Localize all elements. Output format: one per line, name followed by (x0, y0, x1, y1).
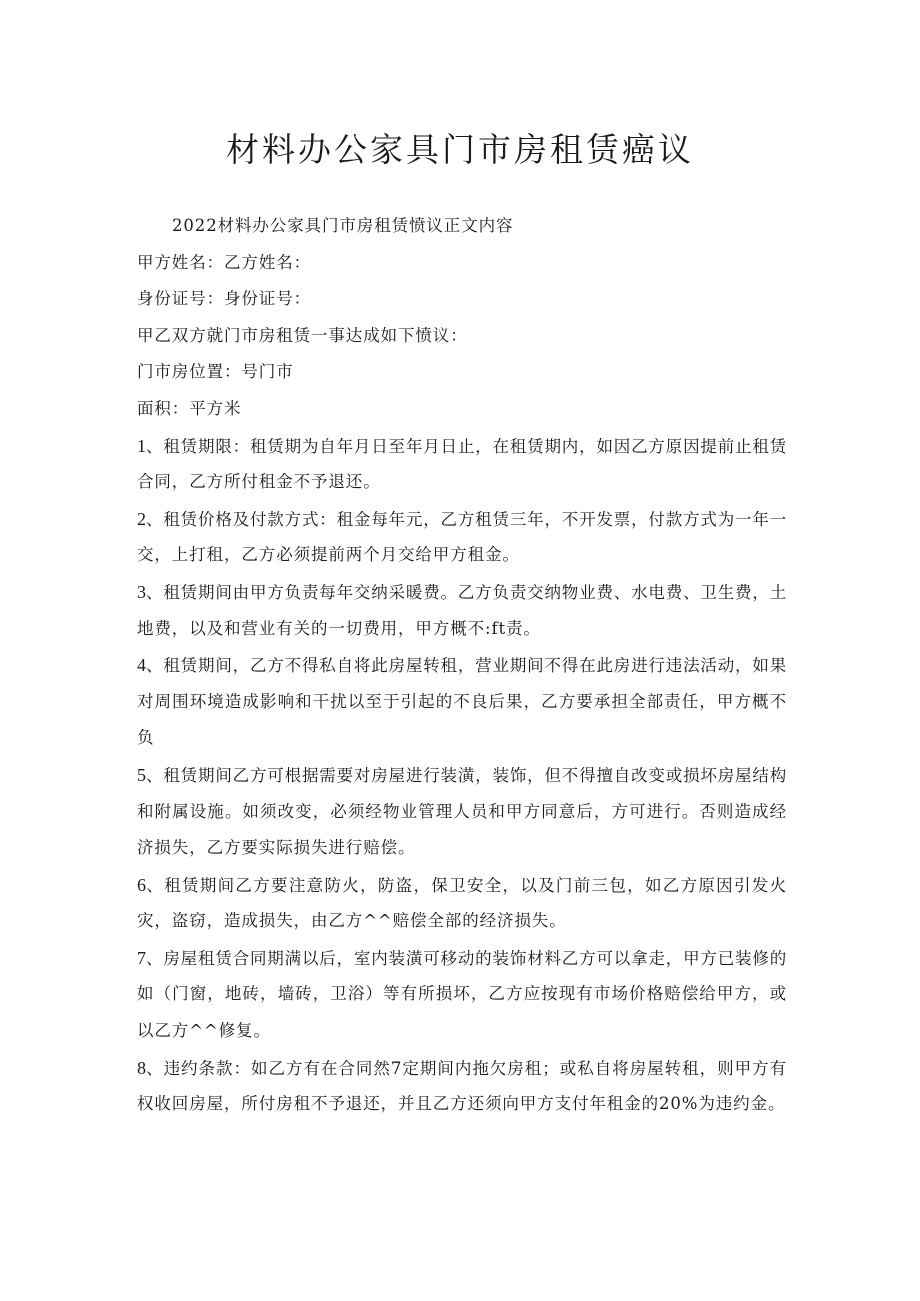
clause-6-line-1 (137, 867, 787, 904)
clause-text: 、违约条款：如乙方有在合同然7定期间内拖欠房租；或私自将房屋转租，则甲方有 (146, 1058, 787, 1078)
clause-4-line-3: 负 (137, 728, 155, 748)
clause-2-line-2: 交，上打租，乙方必须提前两个月交给甲方租金。 (137, 545, 520, 565)
document-body (137, 208, 787, 1123)
clause-4-line-1 (137, 647, 787, 684)
agreement-statement-line: 甲乙双方就门市房租赁一事达成如下愤议： (137, 325, 468, 345)
clause-8-line-2: 权收回房屋，所付房租不予退还，并且乙方还须向甲方支付年租金的20%为违约金。 (137, 1094, 786, 1114)
id-numbers-line: 身份证号：身份证号： (137, 289, 311, 309)
party-names-line: 甲方姓名：乙方姓名： (137, 252, 311, 272)
clause-number: 1 (137, 435, 146, 456)
clause-text: 、房屋租赁合同期满以后，室内装潢可移动的装饰材料乙方可以拿走，甲方已装修的 (146, 948, 787, 968)
clause-number: 8 (137, 1057, 146, 1078)
clause-1-line-2: 合同，乙方所付租金不予退还。 (137, 472, 381, 492)
clause-text: 、租赁期间乙方要注意防火，防盗，保卫安全，以及门前三包，如乙方原因引发火 (146, 875, 787, 895)
clause-text: 、租赁期限：租赁期为自年月日至年月日止，在租赁期内，如因乙方原因提前止租赁 (146, 436, 787, 456)
clause-text: 、租赁期间乙方可根据需要对房屋进行装潢，装饰，但不得擅自改变或损坏房屋结构 (146, 765, 787, 785)
clause-number: 4 (137, 655, 146, 676)
intro-line: 2022材料办公家具门市房租赁愤议正文内容 (172, 216, 514, 235)
clause-8-line-1 (137, 1050, 787, 1087)
clause-number: 6 (137, 874, 146, 895)
clause-number: 7 (137, 947, 146, 968)
clause-5-line-2: 和附属设施。如须改变，必须经物业管理人员和甲方同意后，方可进行。否则造成经 (137, 801, 787, 821)
clause-text: 、租赁期间，乙方不得私自将此房屋转租，营业期间不得在此房进行违法活动，如果 (146, 656, 787, 676)
clause-number: 5 (137, 764, 146, 785)
clause-3-line-2: 地费，以及和营业有关的一切费用，甲方概不:ft责。 (137, 618, 541, 638)
location-line: 门市房位置：号门市 (137, 362, 294, 382)
clause-4-line-2: 对周围环境造成影响和干扰以至于引起的不良后果，乙方要承担全部责任，甲方概不 (137, 691, 787, 711)
clause-number: 2 (137, 508, 146, 529)
area-line: 面积：平方米 (137, 398, 242, 418)
clause-7-line-2: 如（门窗，地砖，墙砖，卫浴）等有所损坏，乙方应按现有市场价格赔偿给甲方，或 (137, 984, 787, 1004)
clause-2-line-1 (137, 501, 787, 538)
clause-text: 、租赁期间由甲方负责每年交纳采暖费。乙方负责交纳物业费、水电费、卫生费，土 (146, 582, 787, 602)
clause-7-line-3: 以乙方^^修复。 (137, 1021, 271, 1041)
clause-7-line-1 (137, 940, 787, 977)
clause-5-line-1 (137, 757, 787, 794)
clause-5-line-3: 济损失，乙方要实际损失进行赔偿。 (137, 838, 416, 858)
clause-number: 3 (137, 581, 146, 602)
clause-6-line-2: 灾，盗窃，造成损失，由乙方^^赔偿全部的经济损失。 (137, 911, 567, 931)
clause-text: 、租赁价格及付款方式：租金每年元，乙方租赁三年，不开发票，付款方式为一年一 (146, 509, 787, 529)
clause-1-line-1 (137, 428, 787, 465)
document-title: 材料办公家具门市房租赁癌议 (226, 130, 694, 169)
clause-3-line-1 (137, 574, 787, 611)
